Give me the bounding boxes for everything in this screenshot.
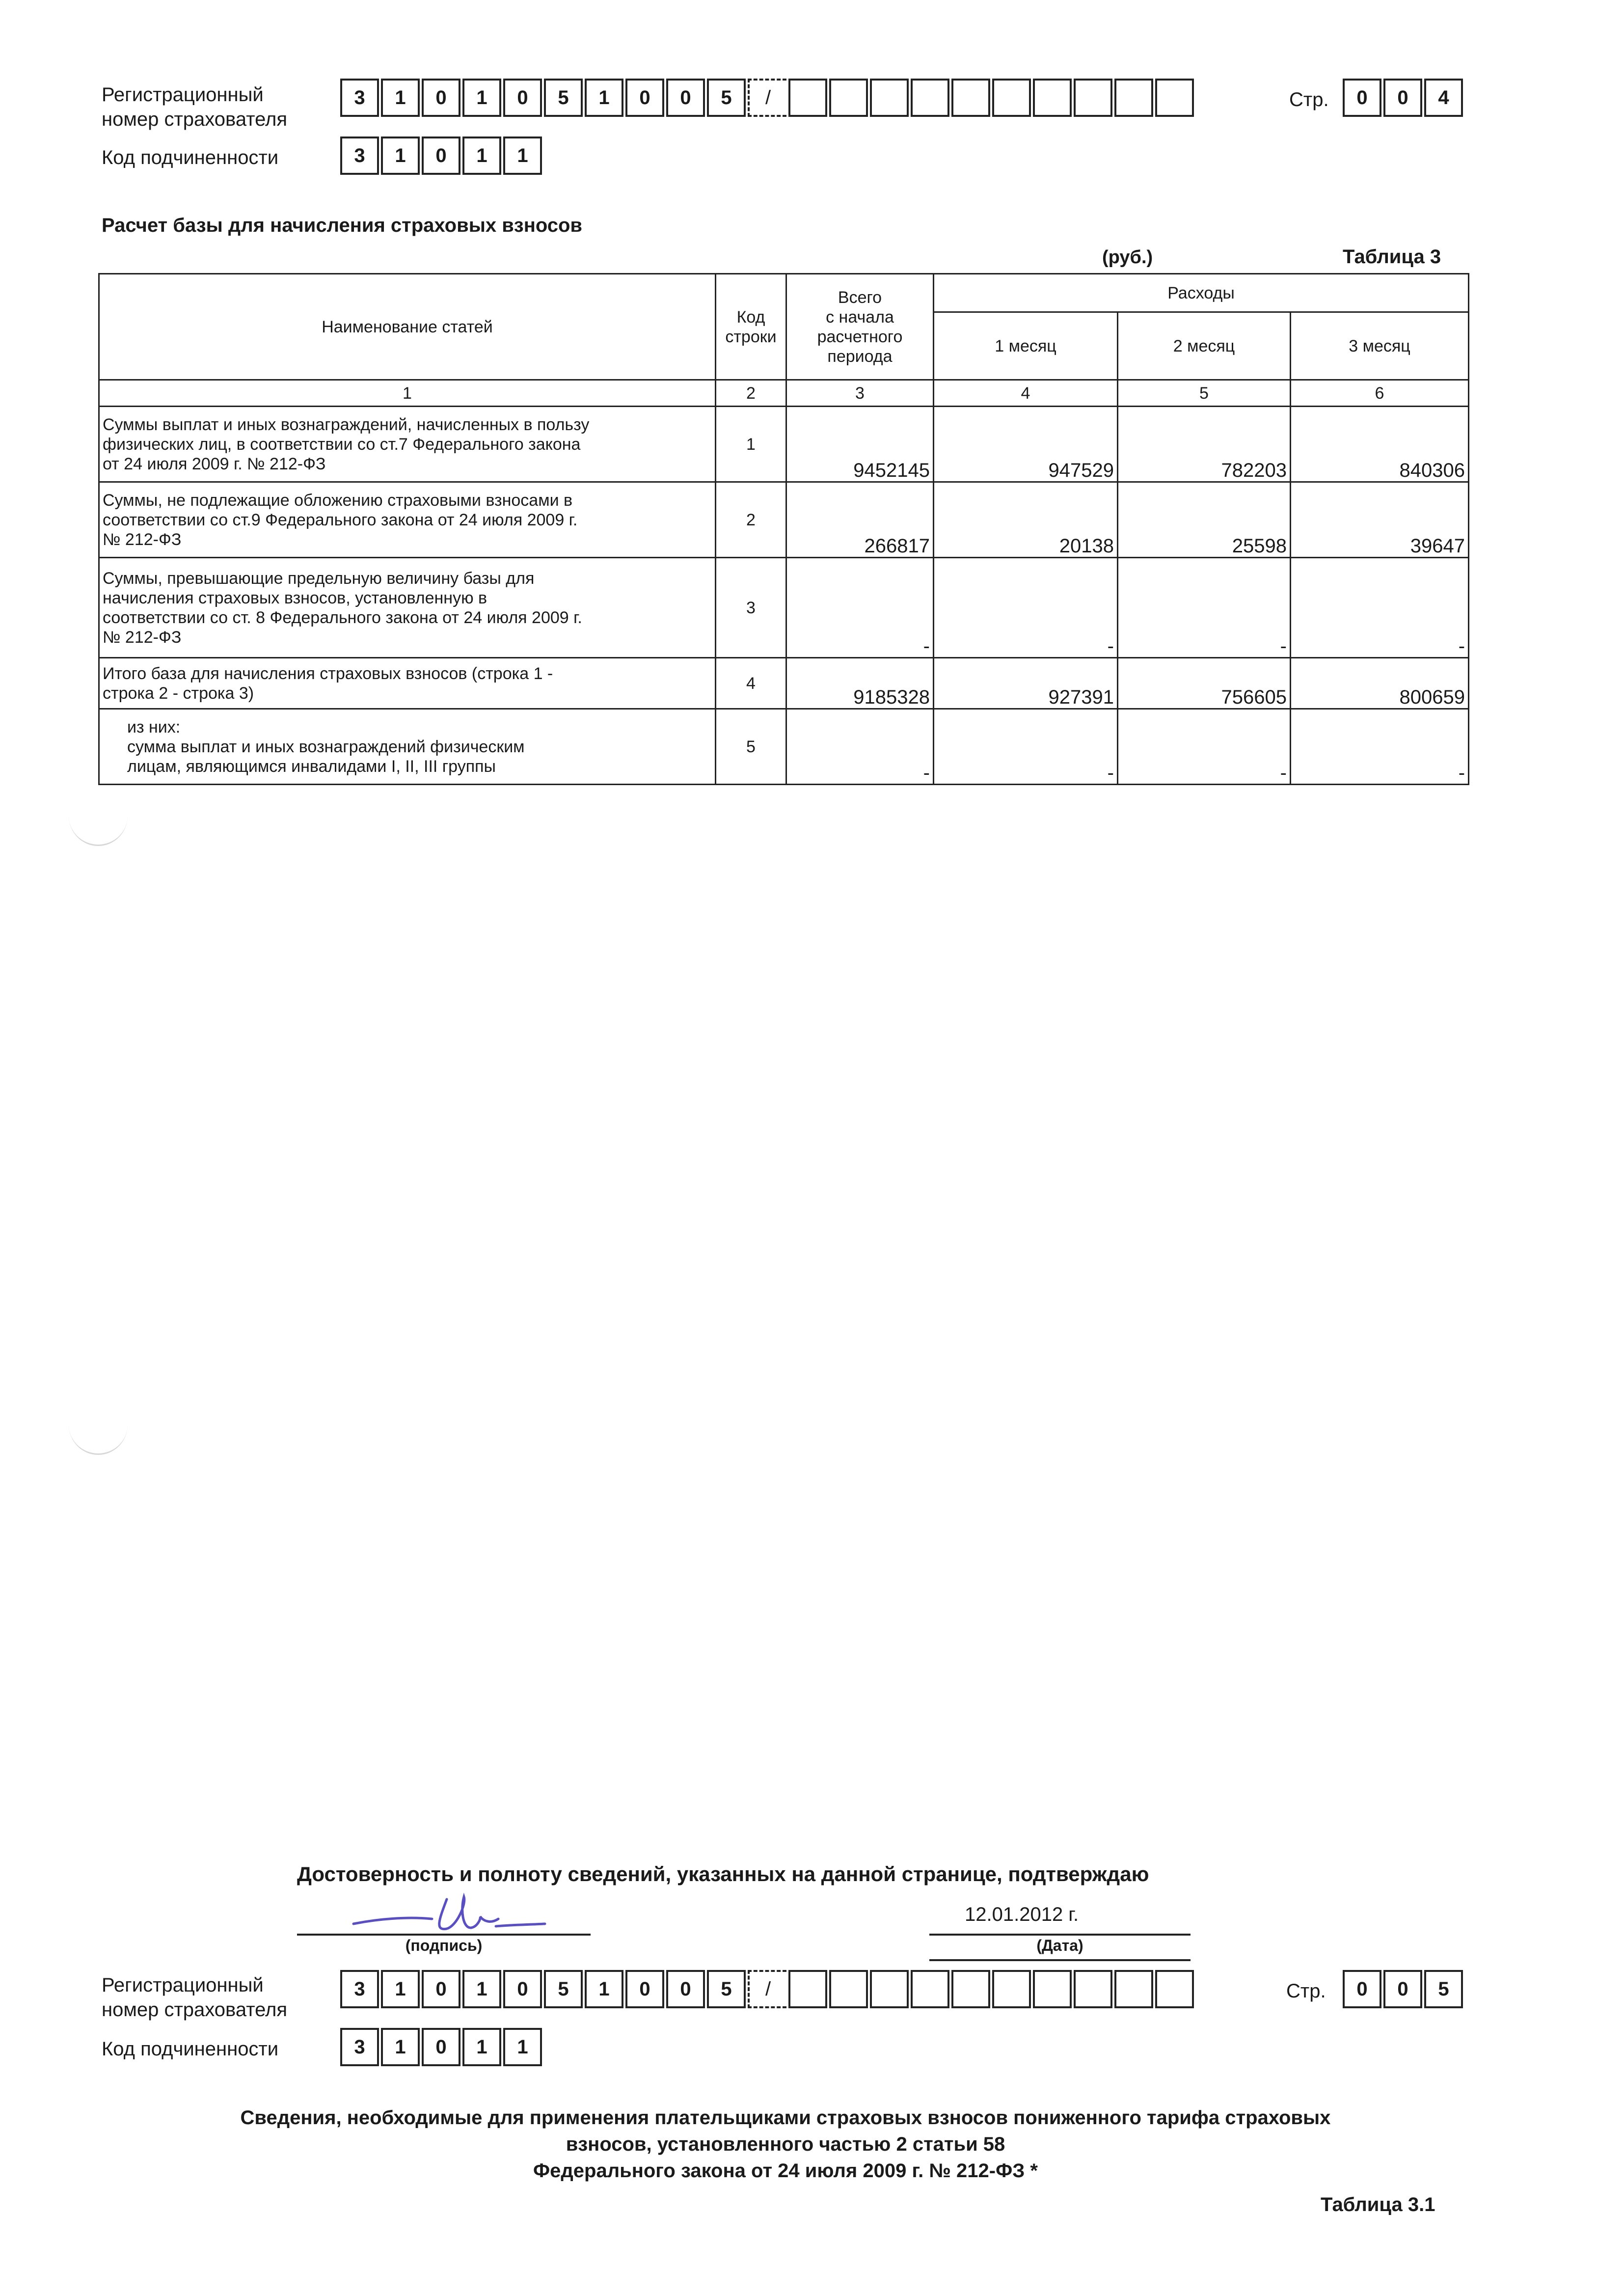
row-total: 9452145 (786, 407, 934, 482)
sub-digit: 1 (462, 2028, 501, 2066)
page-digit: 4 (1424, 79, 1463, 117)
table-row (99, 658, 1469, 709)
reg-digit: 5 (544, 1970, 583, 2008)
row-month-2: 25598 (1118, 482, 1291, 558)
header-total: Всего с начала расчетного периода (786, 274, 934, 380)
row-month-3: - (1291, 709, 1469, 785)
header-month-3: 3 месяц (1291, 312, 1469, 380)
currency-label: (руб.) (1102, 247, 1153, 268)
subordination-cells-2 (340, 2028, 544, 2066)
col-number: 3 (786, 380, 934, 407)
date-label: (Дата) (1036, 1937, 1083, 1954)
table-3-1-title: Сведения, необходимые для применения плательщиками страховых взносов пониженного тарифа страховых взносов, установленного частью 2 статьи 58 Федерального закона от 24 июля 2009 г. № 212-ФЗ * (240, 2107, 1331, 2182)
col-number: 6 (1291, 380, 1469, 407)
table-label: Таблица 3 (1343, 246, 1441, 268)
row-month-1: 947529 (934, 407, 1118, 482)
row-month-1: - (934, 709, 1118, 785)
reg-digit: 5 (707, 1970, 746, 2008)
sub-digit: 3 (340, 2028, 379, 2066)
subordination-label-2: Код подчиненности (102, 2038, 279, 2060)
reg-digit: 3 (340, 79, 379, 117)
reg-empty-cell (992, 79, 1031, 117)
table-row (99, 407, 1469, 482)
row-name: Суммы, не подлежащие обложению страховыми взносами в соответствии со ст.9 Федерального закона от 24 июля 2009 г. № 212-ФЗ (99, 482, 716, 558)
reg-empty-cell (1114, 79, 1153, 117)
row-month-3: 840306 (1291, 407, 1469, 482)
punch-hole (69, 1394, 128, 1455)
page-number-label: Стр. (1289, 89, 1329, 110)
row-total: 266817 (786, 482, 934, 558)
reg-empty-cell (1074, 1970, 1112, 2008)
punch-hole (69, 786, 128, 846)
row-month-1: - (934, 558, 1118, 658)
header-expenses: Расходы (934, 274, 1469, 312)
row-total: 9185328 (786, 658, 934, 709)
reg-empty-cell (1114, 1970, 1153, 2008)
page-digit: 0 (1343, 1970, 1381, 2008)
row-total: - (786, 709, 934, 785)
table-row (99, 558, 1469, 658)
row-code: 1 (716, 407, 786, 482)
reg-empty-cell (992, 1970, 1031, 2008)
reg-empty-cell (870, 1970, 909, 2008)
row-month-1: 927391 (934, 658, 1118, 709)
reg-empty-cell (829, 1970, 868, 2008)
reg-empty-cell (1033, 1970, 1072, 2008)
table-3-1-label: Таблица 3.1 (1321, 2194, 1435, 2215)
confirmation-text: Достоверность и полноту сведений, указанных на данной странице, подтверждаю (297, 1862, 1149, 1886)
reg-digit: 1 (381, 1970, 420, 2008)
reg-digit: 1 (462, 79, 501, 117)
reg-digit: 0 (422, 1970, 460, 2008)
sub-digit: 0 (422, 137, 460, 175)
row-month-1: 20138 (934, 482, 1118, 558)
page-number-label-2: Стр. (1286, 1980, 1326, 2002)
row-total: - (786, 558, 934, 658)
reg-empty-cell (911, 79, 949, 117)
sub-digit: 0 (422, 2028, 460, 2066)
sub-digit: 1 (503, 137, 542, 175)
page-number-cells-2 (1343, 1970, 1465, 2008)
page-digit: 0 (1343, 79, 1381, 117)
reg-digit: 0 (503, 79, 542, 117)
row-code: 5 (716, 709, 786, 785)
row-month-2: 782203 (1118, 407, 1291, 482)
signature-label: (подпись) (405, 1937, 483, 1954)
row-code: 3 (716, 558, 786, 658)
subordination-label: Код подчиненности (102, 147, 279, 168)
date-line (929, 1934, 1191, 1936)
reg-empty-cell (870, 79, 909, 117)
sub-digit: 1 (381, 137, 420, 175)
reg-digit: 0 (666, 79, 705, 117)
reg-number-label: Регистрационный номер страхователя (102, 84, 288, 130)
page-digit: 5 (1424, 1970, 1463, 2008)
row-month-3: 800659 (1291, 658, 1469, 709)
reg-empty-cell (829, 79, 868, 117)
reg-digit: 0 (625, 1970, 664, 2008)
col-number: 5 (1118, 380, 1291, 407)
reg-empty-cell (1155, 79, 1194, 117)
reg-empty-cell (788, 1970, 827, 2008)
table-row (99, 482, 1469, 558)
sub-digit: 1 (381, 2028, 420, 2066)
page-number-cells (1343, 79, 1465, 117)
row-code: 2 (716, 482, 786, 558)
row-month-2: - (1118, 709, 1291, 785)
reg-number-cells-2 (340, 1970, 1196, 2008)
reg-digit: 0 (503, 1970, 542, 2008)
reg-slash: / (748, 1970, 786, 2008)
page-digit: 0 (1383, 79, 1422, 117)
reg-digit: 5 (707, 79, 746, 117)
reg-empty-cell (1155, 1970, 1194, 2008)
date-underline (929, 1959, 1191, 1961)
reg-empty-cell (951, 1970, 990, 2008)
row-month-3: - (1291, 558, 1469, 658)
header-name: Наименование статей (99, 274, 716, 380)
reg-number-cells (340, 79, 1196, 117)
reg-digit: 5 (544, 79, 583, 117)
row-name: Итого база для начисления страховых взносов (строка 1 - строка 2 - строка 3) (99, 658, 716, 709)
subordination-cells (340, 137, 544, 175)
reg-digit: 0 (666, 1970, 705, 2008)
row-code: 4 (716, 658, 786, 709)
reg-number-label-2: Регистрационный номер страхователя (102, 1974, 288, 2021)
reg-empty-cell (1033, 79, 1072, 117)
reg-digit: 0 (422, 79, 460, 117)
header-month-2: 2 месяц (1118, 312, 1291, 380)
sub-digit: 3 (340, 137, 379, 175)
reg-empty-cell (788, 79, 827, 117)
reg-empty-cell (951, 79, 990, 117)
reg-digit: 0 (625, 79, 664, 117)
row-month-2: - (1118, 558, 1291, 658)
reg-digit: 1 (462, 1970, 501, 2008)
table-row (99, 709, 1469, 785)
row-month-3: 39647 (1291, 482, 1469, 558)
signature-line (297, 1934, 591, 1936)
sub-digit: 1 (462, 137, 501, 175)
header-code: Код строки (716, 274, 786, 380)
confirmation-date: 12.01.2012 г. (965, 1904, 1079, 1925)
reg-digit: 1 (585, 79, 623, 117)
page-digit: 0 (1383, 1970, 1422, 2008)
row-name: Суммы выплат и иных вознаграждений, начисленных в пользу физических лиц, в соответствии со ст.7 Федерального закона от 24 июля 2009 г. № 212-ФЗ (99, 407, 716, 482)
reg-digit: 1 (585, 1970, 623, 2008)
sub-digit: 1 (503, 2028, 542, 2066)
row-name: Суммы, превышающие предельную величину базы для начисления страховых взносов, установленную в соответствии со ст. 8 Федерального закона от 24 июля 2009 г. № 212-ФЗ (99, 558, 716, 658)
header-month-1: 1 месяц (934, 312, 1118, 380)
col-number: 2 (716, 380, 786, 407)
row-month-2: 756605 (1118, 658, 1291, 709)
col-number: 1 (99, 380, 716, 407)
reg-empty-cell (911, 1970, 949, 2008)
reg-empty-cell (1074, 79, 1112, 117)
base-calculation-table (98, 273, 1469, 785)
reg-digit: 1 (381, 79, 420, 117)
col-number: 4 (934, 380, 1118, 407)
row-name: из них: сумма выплат и иных вознаграждений физическим лицам, являющимся инвалидами I, II, III группы (99, 709, 716, 785)
reg-digit: 3 (340, 1970, 379, 2008)
section-title: Расчет базы для начисления страховых взносов (102, 215, 583, 236)
reg-slash: / (748, 79, 786, 117)
